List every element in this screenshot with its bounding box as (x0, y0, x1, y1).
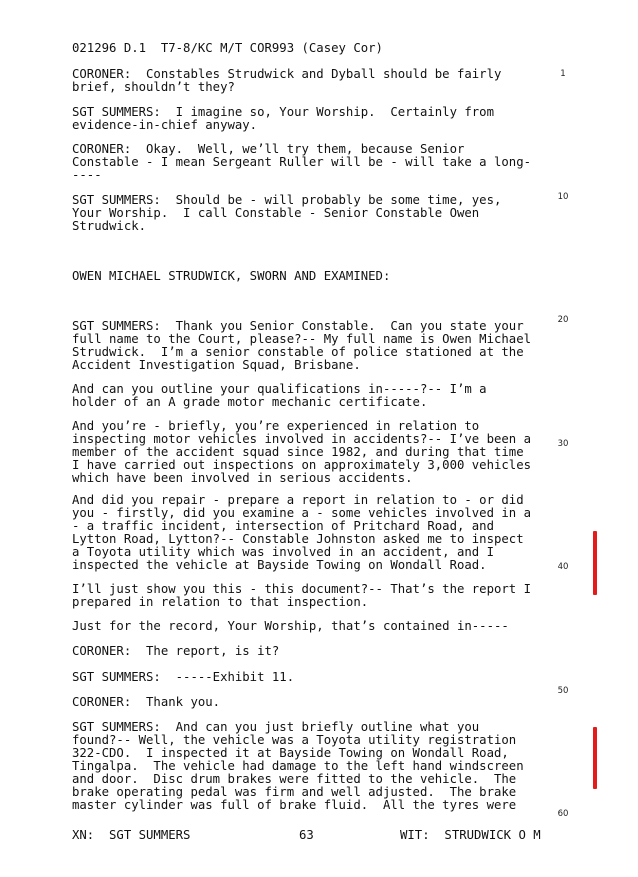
transcript-line: Tingalpa. The vehicle had damage to the left hand windscreen (72, 759, 524, 773)
transcript-line: SGT SUMMERS: And can you just briefly outline what you (72, 720, 480, 734)
transcript-line: CORONER: Constables Strudwick and Dyball should be fairly (72, 67, 502, 81)
transcript-line: you - firstly, did you examine a - some vehicles involved in a (72, 506, 532, 520)
transcript-line: holder of an A grade motor mechanic certificate. (72, 395, 428, 409)
transcript-line: CORONER: The report, is it? (72, 644, 280, 658)
footer-page-number: 63 (299, 828, 314, 842)
footer-examiner: XN: SGT SUMMERS (72, 828, 191, 842)
transcript-line: full name to the Court, please?-- My full name is Owen Michael (72, 332, 532, 346)
transcript-line: and door. Disc drum brakes were fitted to the vehicle. The (72, 772, 517, 786)
transcript-line: I’ll just show you this - this document?-- That’s the report I (72, 582, 532, 596)
transcript-line: inspecting motor vehicles involved in accidents?-- I’ve been a (72, 432, 532, 446)
margin-line-number: 10 (557, 192, 569, 202)
transcript-line: Lytton Road, Lytton?-- Constable Johnston asked me to inspect (72, 532, 524, 546)
transcript-line: - a traffic incident, intersection of Pritchard Road, and (72, 519, 494, 533)
transcript-line: 322-CDO. I inspected it at Bayside Towing on Wondall Road, (72, 746, 509, 760)
margin-line-number: 1 (560, 69, 566, 79)
transcript-line: inspected the vehicle at Bayside Towing on Wondall Road. (72, 558, 487, 572)
transcript-line: Accident Investigation Squad, Brisbane. (72, 358, 361, 372)
margin-highlight-mark (593, 531, 597, 595)
transcript-line: CORONER: Okay. Well, we’ll try them, because Senior (72, 142, 465, 156)
margin-line-number: 20 (557, 315, 569, 325)
margin-highlight-mark (593, 727, 597, 789)
transcript-line: evidence-in-chief anyway. (72, 118, 258, 132)
margin-line-number: 50 (557, 686, 569, 696)
margin-line-number: 30 (557, 439, 569, 449)
transcript-line: CORONER: Thank you. (72, 695, 221, 709)
transcript-line: ---- (72, 168, 102, 182)
transcript-line: which have been involved in serious accidents. (72, 471, 413, 485)
witness-heading: OWEN MICHAEL STRUDWICK, SWORN AND EXAMINED: (72, 269, 391, 283)
transcript-line: Just for the record, Your Worship, that’s contained in----- (72, 619, 509, 633)
footer-witness: WIT: STRUDWICK O M (400, 828, 541, 842)
transcript-line: master cylinder was full of brake fluid. All the tyres were (72, 798, 517, 812)
transcript-line: prepared in relation to that inspection. (72, 595, 369, 609)
document-header: 021296 D.1 T7-8/KC M/T COR993 (Casey Cor) (72, 41, 383, 55)
margin-line-number: 40 (557, 562, 569, 572)
transcript-line: And can you outline your qualifications in-----?-- I’m a (72, 382, 487, 396)
transcript-line: Strudwick. I’m a senior constable of police stationed at the (72, 345, 524, 359)
margin-line-number: 60 (557, 809, 569, 819)
transcript-line: found?-- Well, the vehicle was a Toyota utility registration (72, 733, 517, 747)
transcript-line: a Toyota utility which was involved in an accident, and I (72, 545, 494, 559)
transcript-line: Your Worship. I call Constable - Senior Constable Owen (72, 206, 480, 220)
transcript-line: SGT SUMMERS: Thank you Senior Constable. Can you state your (72, 319, 524, 333)
transcript-line: SGT SUMMERS: -----Exhibit 11. (72, 670, 295, 684)
transcript-line: member of the accident squad since 1982, and during that time (72, 445, 524, 459)
transcript-line: And you’re - briefly, you’re experienced in relation to (72, 419, 480, 433)
transcript-line: I have carried out inspections on approximately 3,000 vehicles (72, 458, 532, 472)
transcript-line: brake operating pedal was firm and well adjusted. The brake (72, 785, 517, 799)
transcript-line: SGT SUMMERS: Should be - will probably be some time, yes, (72, 193, 502, 207)
transcript-line: brief, shouldn’t they? (72, 80, 235, 94)
transcript-line: Strudwick. (72, 219, 147, 233)
transcript-line: Constable - I mean Sergeant Ruller will be - will take a long- (72, 155, 532, 169)
transcript-line: SGT SUMMERS: I imagine so, Your Worship. Certainly from (72, 105, 494, 119)
transcript-line: And did you repair - prepare a report in relation to - or did (72, 493, 524, 507)
